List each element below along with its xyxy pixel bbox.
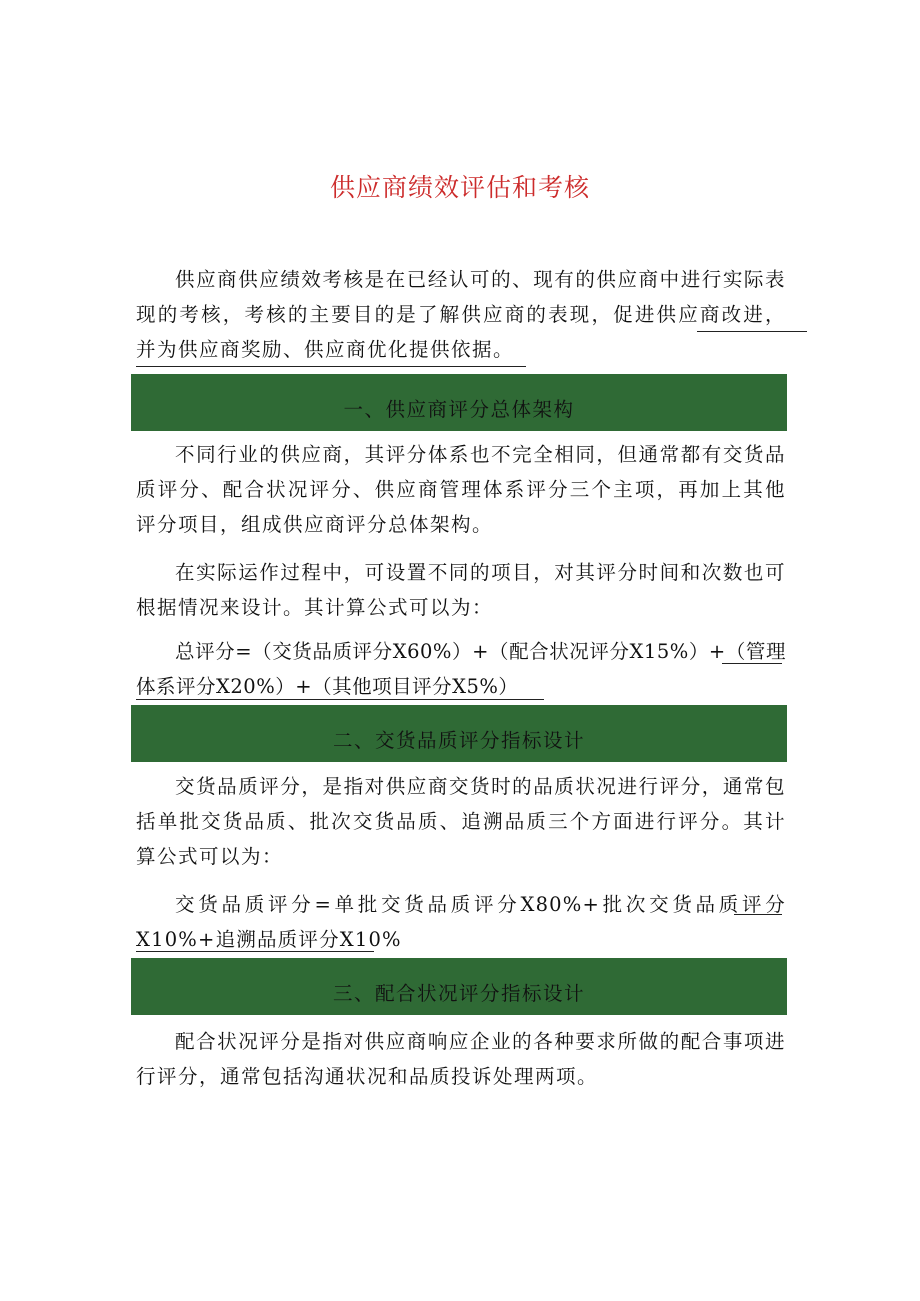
underline-rule — [136, 951, 374, 952]
underline-rule — [136, 366, 526, 367]
page-title: 供应商绩效评估和考核 — [329, 173, 590, 202]
section-3-paragraph-1: 配合状况评分是指对供应商响应企业的各种要求所做的配合事项进行评分，通常包括沟通状况和品质投诉处理两项。 — [136, 1030, 786, 1088]
underline-rule — [734, 914, 782, 915]
section-2-formula: 交货品质评分=单批交货品质评分X80%+批次交货品质评分X10%+追溯品质评分X10% — [136, 893, 786, 951]
underline-rule — [697, 331, 807, 332]
section-heading-3: 三、配合状况评分指标设计 — [131, 958, 787, 1015]
intro-paragraph: 供应商供应绩效考核是在已经认可的、现有的供应商中进行实际表现的考核，考核的主要目的是了解供应商的表现，促进供应商改进，并为供应商奖励、供应商优化提供依据。 — [136, 268, 786, 361]
section-2-paragraph-1: 交货品质评分，是指对供应商交货时的品质状况进行评分，通常包括单批交货品质、批次交货品质、追溯品质三个方面进行评分。其计算公式可以为： — [136, 775, 786, 868]
underline-rule — [136, 699, 544, 700]
section-heading-2: 二、交货品质评分指标设计 — [131, 705, 787, 762]
section-1-formula: 总评分=（交货品质评分X60%）+（配合状况评分X15%）+（管理体系评分X20%）+（其他项目评分X5%） — [136, 640, 786, 698]
underline-rule — [722, 663, 782, 664]
section-heading-1: 一、供应商评分总体架构 — [131, 374, 787, 431]
section-1-paragraph-1: 不同行业的供应商，其评分体系也不完全相同，但通常都有交货品质评分、配合状况评分、供应商管理体系评分三个主项，再加上其他评分项目，组成供应商评分总体架构。 — [136, 443, 786, 536]
section-1-paragraph-2: 在实际运作过程中，可设置不同的项目，对其评分时间和次数也可根据情况来设计。其计算公式可以为： — [136, 561, 786, 619]
